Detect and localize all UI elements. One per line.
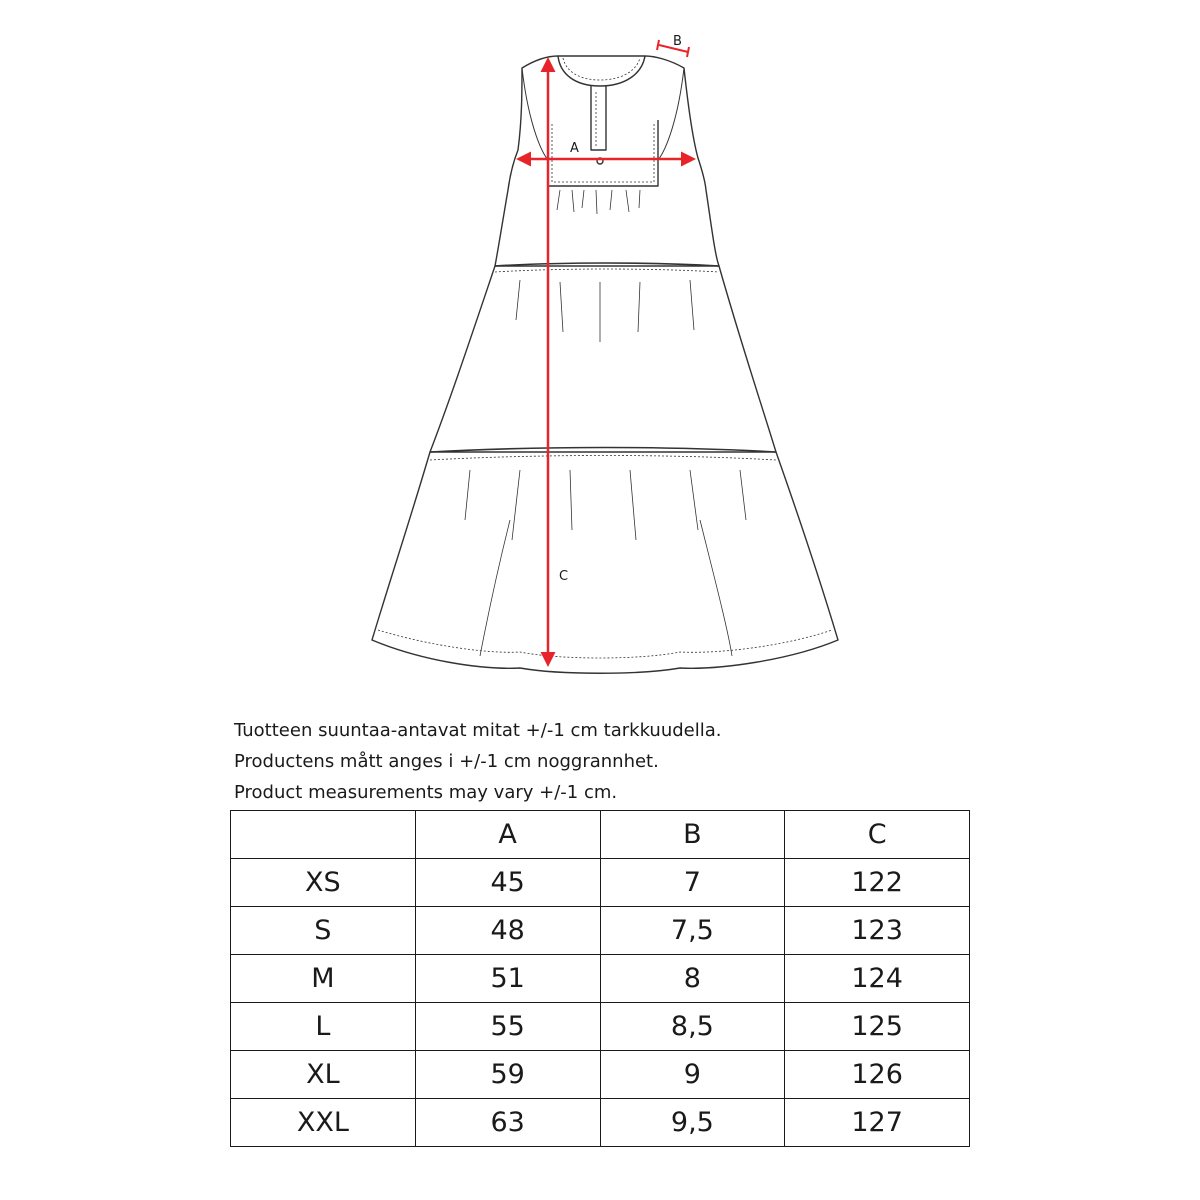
table-header-cell xyxy=(231,811,416,859)
table-cell: 51 xyxy=(415,955,600,1003)
table-cell: 125 xyxy=(785,1003,970,1051)
table-cell: 124 xyxy=(785,955,970,1003)
table-cell: 8,5 xyxy=(600,1003,785,1051)
size-chart-table xyxy=(230,810,970,1147)
table-row xyxy=(231,907,970,955)
table-row xyxy=(231,859,970,907)
table-cell: 7,5 xyxy=(600,907,785,955)
table-cell: 126 xyxy=(785,1051,970,1099)
note-english: Product measurements may vary +/-1 cm. xyxy=(234,782,618,803)
dimension-c xyxy=(548,60,568,664)
table-header-cell: A xyxy=(415,811,600,859)
table-cell: 59 xyxy=(415,1051,600,1099)
table-cell: 9 xyxy=(600,1051,785,1099)
table-cell: 127 xyxy=(785,1099,970,1147)
table-cell: 7 xyxy=(600,859,785,907)
table-header-cell: C xyxy=(785,811,970,859)
size-cell: S xyxy=(231,907,416,955)
table-cell: 55 xyxy=(415,1003,600,1051)
table-cell: 122 xyxy=(785,859,970,907)
size-cell: L xyxy=(231,1003,416,1051)
table-row xyxy=(231,1099,970,1147)
table-cell: 8 xyxy=(600,955,785,1003)
table-cell: 45 xyxy=(415,859,600,907)
table-cell: 63 xyxy=(415,1099,600,1147)
note-finnish: Tuotteen suuntaa-antavat mitat +/-1 cm tarkkuudella. xyxy=(234,720,722,741)
measurement-notes xyxy=(234,715,722,808)
table-row xyxy=(231,1051,970,1099)
dimension-c-label: C xyxy=(559,569,569,584)
dress-outline xyxy=(372,56,838,673)
table-header-cell: B xyxy=(600,811,785,859)
note-swedish: Productens mått anges i +/-1 cm noggrannhet. xyxy=(234,751,659,772)
size-cell: M xyxy=(231,955,416,1003)
size-cell: XL xyxy=(231,1051,416,1099)
table-row xyxy=(231,955,970,1003)
dimension-a-label: A xyxy=(570,141,579,156)
table-cell: 9,5 xyxy=(600,1099,785,1147)
table-row xyxy=(231,1003,970,1051)
dimension-b xyxy=(657,34,689,57)
table-cell: 48 xyxy=(415,907,600,955)
size-cell: XXL xyxy=(231,1099,416,1147)
table-header-row xyxy=(231,811,970,859)
size-cell: XS xyxy=(231,859,416,907)
table-cell: 123 xyxy=(785,907,970,955)
dimension-b-label: B xyxy=(673,34,682,49)
